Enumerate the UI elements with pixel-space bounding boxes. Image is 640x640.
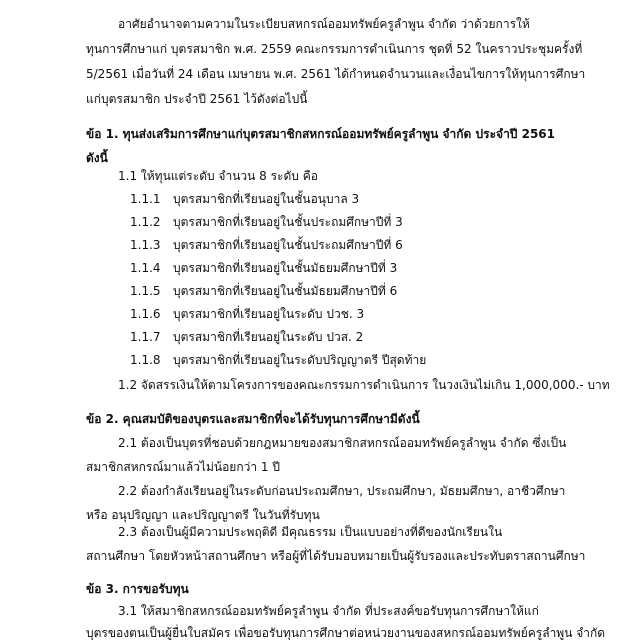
subitem-number: 1.1.7 bbox=[130, 330, 161, 344]
item-1-1: 1.1 ให้ทุนแต่ระดับ จำนวน 8 ระดับ คือ bbox=[118, 169, 318, 183]
subitem-text: บุตรสมาชิกที่เรียนอยู่ในชั้นมัธยมศึกษาปีที่ 3 bbox=[173, 261, 398, 275]
subitem-number: 1.1.3 bbox=[130, 238, 161, 252]
subitem-1-1-4 bbox=[130, 262, 397, 274]
intro-line-1: อาศัยอำนาจตามความในระเบียบสหกรณ์ออมทรัพย์ครูลำพูน จำกัด ว่าด้วยการให้ bbox=[118, 17, 530, 31]
subitem-1-1-1 bbox=[130, 193, 359, 205]
subitem-number: 1.1.5 bbox=[130, 284, 161, 298]
subitem-text: บุตรสมาชิกที่เรียนอยู่ในระดับปริญญาตรี ปีสุดท้าย bbox=[173, 353, 427, 367]
subitem-text: บุตรสมาชิกที่เรียนอยู่ในชั้นประถมศึกษาปีที่ 6 bbox=[173, 238, 403, 252]
subitem-number: 1.1.1 bbox=[130, 192, 161, 206]
intro-line-4: แก่บุตรสมาชิก ประจำปี 2561 ไว้ดังต่อไปนี้ bbox=[86, 92, 308, 106]
para-2-2-line-1: 2.2 ต้องกำลังเรียนอยู่ในระดับก่อนประถมศึกษา, ประถมศึกษา, มัธยมศึกษา, อาชีวศึกษา bbox=[118, 484, 566, 498]
subitem-1-1-6 bbox=[130, 308, 364, 320]
subitem-text: บุตรสมาชิกที่เรียนอยู่ในระดับ ปวช. 3 bbox=[173, 307, 365, 321]
intro-line-2: ทุนการศึกษาแก่ บุตรสมาชิก พ.ศ. 2559 คณะกรรมการดำเนินการ ชุดที่ 52 ในคราวประชุมครั้งที่ bbox=[86, 42, 583, 56]
subitem-text: บุตรสมาชิกที่เรียนอยู่ในชั้นประถมศึกษาปีที่ 3 bbox=[173, 215, 403, 229]
subitem-text: บุตรสมาชิกที่เรียนอยู่ในชั้นมัธยมศึกษาปีที่ 6 bbox=[173, 284, 398, 298]
subitem-1-1-8 bbox=[130, 354, 426, 366]
subitem-1-1-3 bbox=[130, 239, 403, 251]
subitem-number: 1.1.2 bbox=[130, 215, 161, 229]
intro-line-3: 5/2561 เมื่อวันที่ 24 เดือน เมษายน พ.ศ. 2561 ได้กำหนดจำนวนและเงื่อนไขการให้ทุนการศึกษา bbox=[86, 67, 586, 81]
section-1-heading: ข้อ 1. ทุนส่งเสริมการศึกษาแก่บุตรสมาชิกสหกรณ์ออมทรัพย์ครูลำพูน จำกัด ประจำปี 2561 bbox=[86, 127, 556, 141]
subitem-1-1-7 bbox=[130, 331, 363, 343]
subitem-text: บุตรสมาชิกที่เรียนอยู่ในระดับ ปวส. 2 bbox=[173, 330, 364, 344]
para-2-3-line-2: สถานศึกษา โดยหัวหน้าสถานศึกษา หรือผู้ที่ได้รับมอบหมายเป็นผู้รับรองและประทับตราสถานศึกษา bbox=[86, 549, 586, 563]
subitem-1-1-2 bbox=[130, 216, 403, 228]
subitem-number: 1.1.6 bbox=[130, 307, 161, 321]
para-3-1-line-2: บุตรของตนเป็นผู้ยื่นใบสมัคร เพื่อขอรับทุนการศึกษาต่อหน่วยงานของสหกรณ์ออมทรัพย์ครูลำพูน จำกัด bbox=[86, 626, 606, 640]
section-1-heading-cont: ดังนี้ bbox=[86, 151, 108, 165]
para-2-3-line-1: 2.3 ต้องเป็นผู้มีความประพฤติดี มีคุณธรรม เป็นแบบอย่างที่ดีของนักเรียนใน bbox=[118, 525, 503, 539]
para-2-2-line-2: หรือ อนุปริญญา และปริญญาตรี ในวันที่รับทุน bbox=[86, 508, 320, 522]
para-2-1-line-2: สมาชิกสหกรณ์มาแล้วไม่น้อยกว่า 1 ปี bbox=[86, 460, 280, 474]
subitem-number: 1.1.8 bbox=[130, 353, 161, 367]
subitem-number: 1.1.4 bbox=[130, 261, 161, 275]
section-3-heading: ข้อ 3. การขอรับทุน bbox=[86, 582, 189, 596]
subitem-text: บุตรสมาชิกที่เรียนอยู่ในชั้นอนุบาล 3 bbox=[173, 192, 360, 206]
para-2-1-line-1: 2.1 ต้องเป็นบุตรที่ชอบด้วยกฎหมายของสมาชิกสหกรณ์ออมทรัพย์ครูลำพูน จำกัด ซึ่งเป็น bbox=[118, 436, 567, 450]
section-2-heading: ข้อ 2. คุณสมบัติของบุตรและสมาชิกที่จะได้รับทุนการศึกษามีดังนี้ bbox=[86, 412, 420, 426]
item-1-2: 1.2 จัดสรรเงินให้ตามโครงการของคณะกรรมการดำเนินการ ในวงเงินไม่เกิน 1,000,000.- บาท bbox=[118, 378, 610, 392]
para-3-1-line-1: 3.1 ให้สมาชิกสหกรณ์ออมทรัพย์ครูลำพูน จำกัด ที่ประสงค์ขอรับทุนการศึกษาให้แก่ bbox=[118, 604, 539, 618]
subitem-1-1-5 bbox=[130, 285, 397, 297]
